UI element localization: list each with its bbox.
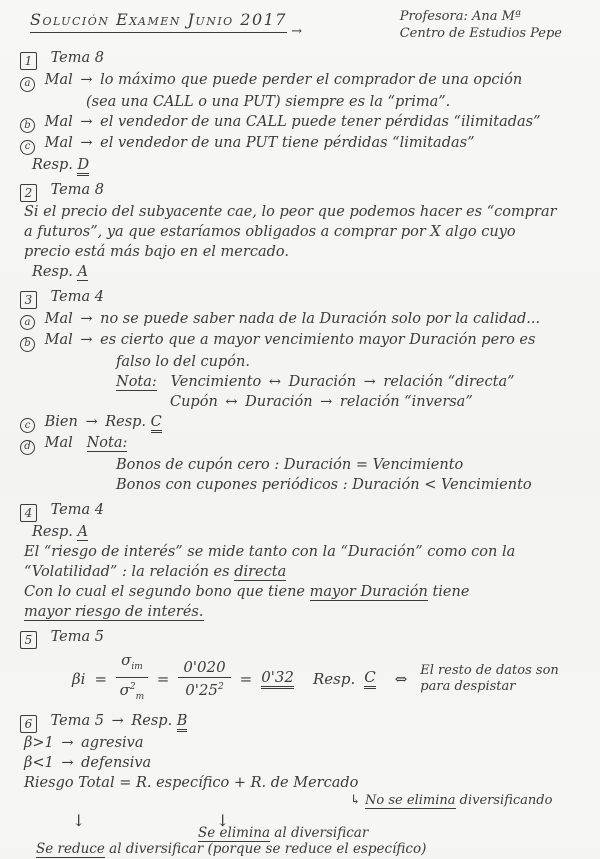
- equals-sign: =: [156, 669, 170, 688]
- underline-arrow-icon: →: [291, 24, 302, 39]
- verdict: Mal: [44, 310, 73, 327]
- resp-label: Resp.: [32, 263, 73, 280]
- nota-label: Nota:: [116, 373, 157, 390]
- nota-term: Duración: [288, 373, 357, 390]
- question-6-heading: [20, 711, 590, 733]
- market-risk-note: [20, 791, 590, 811]
- answer-text: Si el precio del subyacente cae, lo peor que podemos hacer es “comprar: [24, 203, 557, 220]
- option-a: [20, 309, 590, 331]
- resp-value: D: [77, 157, 89, 176]
- arrow-right-icon: →: [80, 135, 93, 151]
- fraction-denominator: $\sigma^2_m$: [119, 680, 145, 702]
- fraction-numeric: [178, 659, 230, 699]
- equals-sign: =: [239, 669, 253, 688]
- tema-label: Tema 4: [50, 288, 104, 305]
- riesgo-total-line: Riesgo Total = R. específico + R. de Mercado: [24, 774, 359, 791]
- formula-result: 0'32: [261, 668, 294, 689]
- nota-line-1: [20, 372, 590, 392]
- verdict: Bien: [44, 413, 78, 430]
- text-segment: tiene: [427, 583, 470, 600]
- text-segment: diversificando: [455, 792, 553, 808]
- nota-term: relación “inversa”: [339, 393, 473, 410]
- underlined-term: No se elimina: [365, 792, 456, 808]
- text-segment: al diversificar (porque se reduce el específico): [104, 840, 427, 857]
- arrow-right-icon: →: [363, 373, 376, 390]
- fraction-numerator: $\sigma_{im}$: [116, 652, 148, 678]
- question-2: [20, 180, 590, 282]
- option-text: es cierto que a mayor vencimiento mayor Duración pero es: [100, 332, 536, 348]
- resp-value: B: [177, 713, 188, 732]
- tema-label: Tema 8: [50, 50, 104, 66]
- option-d-note-2: Bonos con cupones periódicos : Duración < Vencimiento: [116, 476, 532, 493]
- question-3-heading: [20, 287, 590, 309]
- verdict: Mal: [44, 72, 73, 88]
- resp-label: Resp.: [32, 156, 73, 173]
- text-segment: Con lo cual el segundo bono que tiene: [24, 583, 310, 600]
- formula-lhs: βi: [72, 669, 86, 688]
- option-text: el vendedor de una PUT tiene pérdidas “limitadas”: [100, 135, 475, 151]
- page-title: Solución Examen Junio 2017: [30, 10, 287, 33]
- option-letter-circle: c: [20, 140, 35, 155]
- resp-value: C: [364, 668, 375, 689]
- arrow-right-icon: →: [80, 72, 93, 88]
- arrow-right-icon: →: [61, 754, 74, 771]
- verdict: Mal: [44, 135, 73, 151]
- question-5: [20, 627, 590, 706]
- arrow-both-icon: ↔: [225, 393, 238, 410]
- question-4-heading: [20, 500, 590, 522]
- option-letter-circle: b: [20, 337, 35, 352]
- tema-label: Tema 8: [50, 181, 104, 198]
- arrow-right-icon: →: [320, 393, 333, 410]
- resp-label: Resp.: [312, 669, 356, 688]
- beta-condition: β>1: [24, 734, 54, 751]
- resp-label: Resp.: [32, 523, 73, 540]
- verdict: Mal: [44, 435, 73, 451]
- fraction-denominator: $0'25^2$: [185, 680, 224, 699]
- beta-condition: β<1: [24, 754, 54, 771]
- question-number-box: 5: [20, 631, 37, 649]
- nota-term: Cupón: [170, 393, 218, 410]
- answer-text: a futuros”, ya que estaríamos obligados a comprar por X algo cuyo: [24, 223, 516, 240]
- answer-text: precio está más bajo en el mercado.: [24, 243, 289, 260]
- option-c: [20, 412, 590, 434]
- question-number-box: 4: [20, 504, 37, 522]
- fraction-numerator: 0'020: [178, 659, 230, 678]
- resp-label: Resp.: [105, 413, 147, 430]
- question-1-heading: [20, 48, 590, 70]
- arrow-right-icon: →: [80, 332, 93, 348]
- answer-line: [20, 155, 590, 175]
- explanation-text: [20, 562, 590, 582]
- text-segment: “Volatilidad” : la relación es: [24, 563, 235, 580]
- option-letter-circle: d: [20, 440, 35, 455]
- question-1: [20, 48, 590, 175]
- option-d: [20, 433, 590, 455]
- arrow-both-icon: ↔: [268, 373, 282, 390]
- side-note: [420, 663, 559, 695]
- underlined-term: Se reduce: [36, 840, 105, 857]
- question-6: [20, 711, 590, 859]
- explanation-text: [20, 602, 590, 622]
- question-number-box: 6: [20, 715, 37, 733]
- down-arrows-row: [20, 810, 590, 830]
- explanation-text: [20, 582, 590, 602]
- beta-rule-2: [20, 753, 590, 773]
- option-c: [20, 133, 590, 155]
- underlined-term: Se elimina: [198, 824, 271, 841]
- tema-label: Tema 5: [50, 628, 104, 645]
- resp-label: Resp.: [131, 712, 173, 729]
- resp-value: C: [151, 414, 162, 433]
- option-letter-circle: c: [20, 418, 35, 433]
- arrow-branch-icon: ↳: [350, 792, 361, 808]
- arrow-right-icon: →: [80, 113, 93, 130]
- option-b: [20, 330, 590, 352]
- verdict: Mal: [44, 332, 73, 348]
- option-a-cont: (sea una CALL o una PUT) siempre es la “prima”.: [86, 93, 451, 110]
- underlined-term: mayor riesgo de interés.: [24, 603, 204, 620]
- nota-line-2: [20, 392, 590, 412]
- option-d-note-1: Bonos de cupón cero : Duración = Vencimiento: [116, 456, 464, 473]
- underlined-term: mayor Duración: [309, 583, 428, 600]
- option-text: lo máximo que puede perder el comprador de una opción: [100, 72, 523, 88]
- arrow-down-icon: ↓: [72, 810, 86, 830]
- option-b-cont: falso lo del cupón.: [116, 353, 250, 370]
- answer-line: [20, 522, 590, 542]
- arrow-down-icon: ↓: [216, 810, 230, 830]
- beta-meaning: agresiva: [81, 734, 144, 751]
- arrow-right-icon: →: [85, 413, 98, 430]
- fraction-sigma: [116, 652, 148, 706]
- nota-label: Nota:: [86, 435, 128, 451]
- question-number-box: 1: [20, 52, 37, 70]
- professor-line: Profesora: Ana Mª: [399, 9, 522, 24]
- option-text: no se puede saber nada de la Duración solo por la calidad...: [100, 310, 541, 327]
- option-text: el vendedor de una CALL puede tener pérdidas “ilimitadas”: [100, 113, 541, 130]
- question-3: [20, 287, 590, 495]
- nota-term: Vencimiento: [170, 373, 262, 390]
- side-note-line: para despistar: [420, 678, 516, 694]
- arrow-right-icon: →: [61, 734, 74, 751]
- arrow-right-icon: →: [111, 712, 124, 729]
- option-letter-circle: a: [20, 77, 35, 92]
- answer-line: [20, 262, 590, 282]
- option-letter-circle: b: [20, 118, 35, 133]
- equals-sign: =: [94, 669, 108, 688]
- page-header: [20, 8, 590, 42]
- option-b: [20, 112, 590, 134]
- question-2-heading: [20, 180, 590, 202]
- option-a: [20, 70, 590, 92]
- beta-meaning: defensiva: [81, 754, 152, 771]
- arrow-equiv-icon: ⇔: [394, 669, 408, 688]
- question-5-heading: [20, 627, 590, 649]
- underlined-term: directa: [234, 563, 287, 580]
- tema-label: Tema 5: [50, 712, 104, 729]
- nota-term: Duración: [245, 393, 313, 410]
- question-number-box: 3: [20, 291, 37, 309]
- beta-formula: [20, 652, 590, 706]
- beta-rule-1: [20, 733, 590, 753]
- title-block: [30, 10, 302, 39]
- question-4: [20, 500, 590, 622]
- question-number-box: 2: [20, 184, 37, 202]
- side-note-line: El resto de datos son: [420, 662, 559, 678]
- arrow-right-icon: →: [80, 310, 93, 327]
- verdict: Mal: [44, 113, 73, 130]
- author-block: [400, 8, 562, 42]
- resp-value: A: [77, 263, 88, 280]
- resp-value: A: [77, 523, 88, 540]
- school-line: Centro de Estudios Pepe: [399, 26, 562, 41]
- nota-term: relación “directa”: [383, 373, 515, 390]
- tema-label: Tema 4: [50, 501, 104, 518]
- total-risk-note: [20, 839, 590, 859]
- text-segment: al diversificar: [270, 824, 369, 841]
- explanation-text: El “riesgo de interés” se mide tanto con la “Duración” como con la: [24, 543, 516, 560]
- option-letter-circle: a: [20, 315, 35, 330]
